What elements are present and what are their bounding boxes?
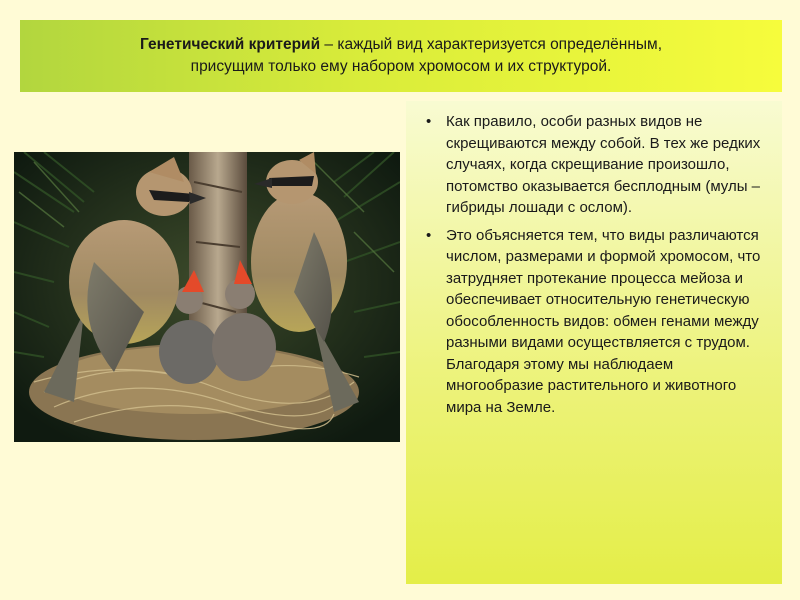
bullet-text: Как правило, особи разных видов не скрещиваются между собой. В тех же редких случаях, когда скрещивание произошло, потомство оказывается бесплодным (мулы – гибриды лошади с ослом). — [446, 113, 761, 216]
bullet-marker: • — [426, 113, 432, 130]
text-panel — [406, 101, 782, 584]
bullet-item — [426, 111, 772, 219]
bullet-text: Это объясняется тем, что виды различаются числом, размерами и формой хромосом, что затрудняет протекание процесса мейоза и обеспечивает относительную генетическую обособленность видов: обмен генами между разными видами осуществляется с трудом. Благодаря этому мы наблюдаем многообразие растительного и животного мира на Земле. — [446, 226, 761, 416]
title-term: Генетический критерий — [139, 36, 321, 53]
bullet-marker: • — [426, 226, 432, 244]
waxwing-nest-illustration — [14, 152, 400, 442]
title-banner — [20, 20, 782, 92]
waxwing-nest-photo — [14, 152, 400, 442]
title-definition: – каждый вид характеризуется определённым, — [320, 36, 663, 53]
bullet-item — [426, 225, 772, 419]
bullet-list — [426, 111, 772, 418]
title-line-1 — [140, 34, 662, 56]
title-line-2: присущим только ему набором хромосом и их структурой. — [190, 58, 612, 75]
